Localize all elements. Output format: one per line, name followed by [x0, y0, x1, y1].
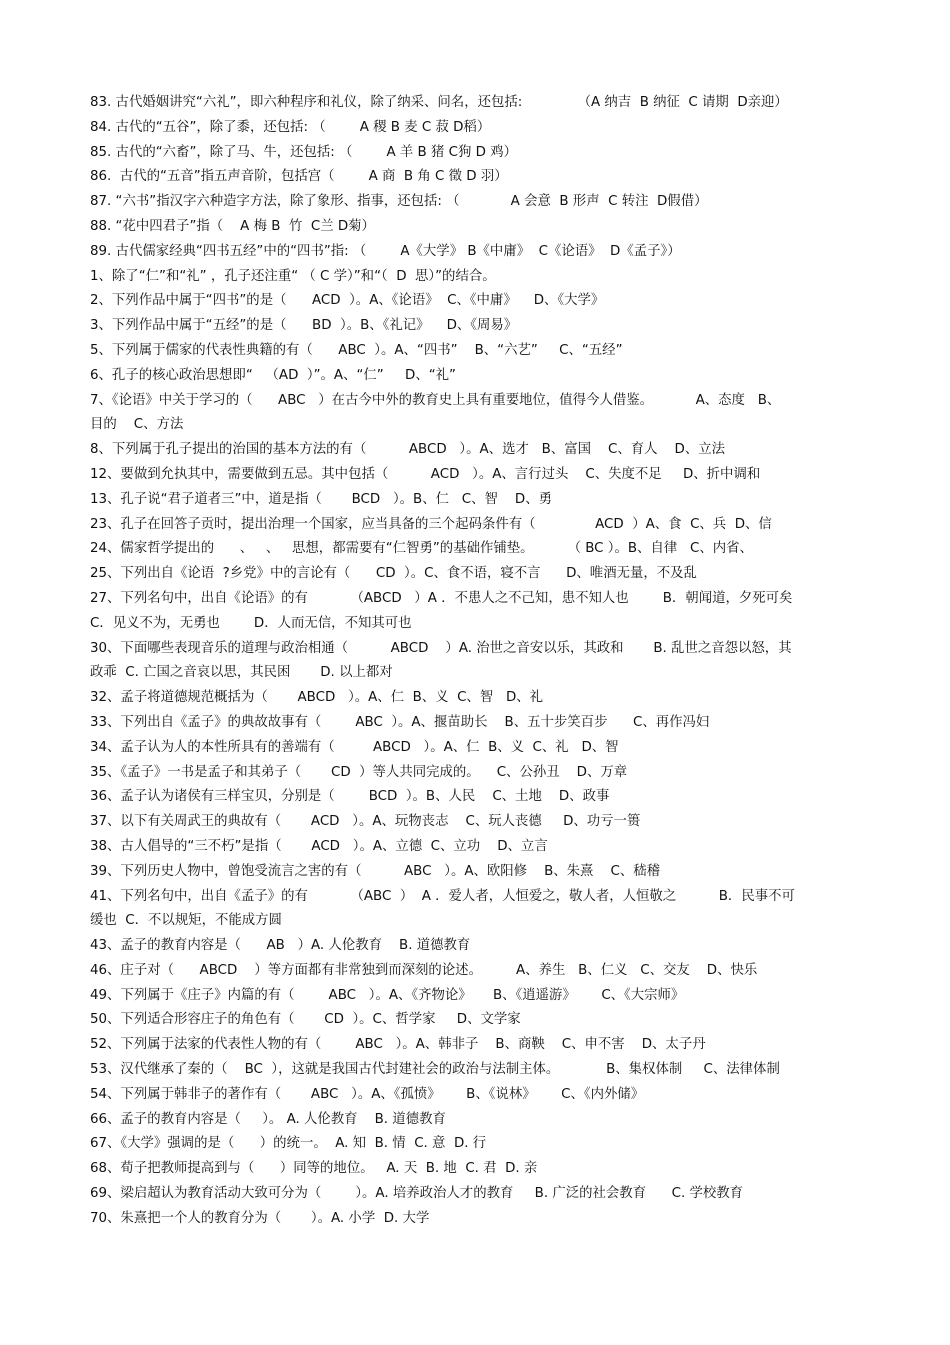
question-line: 83. 古代婚姻讲究“六礼”，即六种程序和礼仪，除了纳采、问名，还包括: （A 纳吉 B 纳征 C 请期 D亲迎） — [90, 95, 788, 110]
question-line: 85. 古代的“六畜”，除了马、牛，还包括: （ A 羊 B 猪 C狗 D 鸡） — [90, 144, 517, 160]
question-line: 2、下列作品中属于“四书”的是（ ACD ）。A、《论语》 C、《中庸》 D、《大学》 — [90, 293, 605, 309]
question-line: 87. “六书”指汉字六种造字方法，除了象形、指事，还包括: （ A 会意 B 形声 C 转注 D假借） — [90, 194, 708, 210]
question-line: 53、汉代继承了秦的（ BC ），这就是我国古代封建社会的政治与法制主体。 B、集权体制 C、法律体制 — [90, 1062, 780, 1078]
question-line: 33、下列出自《孟子》的典故故事有（ ABC ）。A、揠苗助长 B、五十步笑百步 C、再作冯妇 — [90, 714, 710, 730]
question-line: 32、孟子将道德规范概括为（ ABCD ）。A、仁 B、义 C、智 D、礼 — [90, 690, 544, 706]
question-line: 43、孟子的教育内容是（ AB ）A. 人伦教育 B. 道德教育 — [90, 938, 471, 954]
question-line: 7、《论语》中关于学习的（ ABC ）在古今中外的教育史上具有重要地位，值得今人借鉴。 A、态度 B、 — [90, 392, 781, 408]
question-line: 6、孔子的核心政治思想即“ （AD ）”。A、“仁” D、“礼” — [90, 367, 456, 383]
question-line: 70、朱熹把一个人的教育分为（ ）。A. 小学 D. 大学 — [90, 1210, 430, 1226]
question-line: 68、荀子把教师提高到与（ ）同等的地位。 A. 天 B. 地 C. 君 D. 亲 — [90, 1161, 538, 1177]
question-line: 25、下列出自《论语 ?乡党》中的言论有（ CD ）。C、食不语，寝不言 D、唯酒无量，不及乱 — [90, 566, 697, 582]
question-line: 46、庄子对（ ABCD ）等方面都有非常独到而深刻的论述。 A、养生 B、仁义 C、交友 D、快乐 — [90, 962, 758, 978]
question-line: 86. 古代的“五音”指五声音阶，包括宫（ A 商 B 角 C 徵 D 羽） — [90, 169, 508, 185]
question-line: 3、下列作品中属于“五经”的是（ BD ）。B、《礼记》 D、《周易》 — [90, 318, 518, 334]
question-line: C．见义不为，无勇也 D．人而无信，不知其可也 — [90, 615, 412, 631]
question-line: 52、下列属于法家的代表性人物的有（ ABC ）。A、韩非子 B、商鞅 C、申不害 D、太子丹 — [90, 1037, 706, 1053]
question-list — [90, 91, 865, 1232]
question-line: 13、孔子说“君子道者三”中，道是指（ BCD ）。B、仁 C、智 D、勇 — [90, 491, 553, 507]
question-line: 36、孟子认为诸侯有三样宝贝，分别是（ BCD ）。B、人民 C、土地 D、政事 — [90, 789, 610, 805]
question-line: 50、下列适合形容庄子的角色有（ CD ）。C、哲学家 D、文学家 — [90, 1012, 521, 1028]
question-line: 24、儒家哲学提出的 、 、 思想，都需要有“仁智勇”的基础作铺垫。 （ BC ）。B、自律 C、内省、 — [90, 541, 753, 557]
question-line: 34、孟子认为人的本性所具有的善端有（ ABCD ）。A、仁 B、义 C、礼 D、智 — [90, 739, 619, 755]
question-line: 54、下列属于韩非子的著作有（ ABC ）。A、《孤愤》 B、《说林》 C、《内外储》 — [90, 1086, 645, 1102]
question-line: 5、下列属于儒家的代表性典籍的有（ ABC ）。A、“四书” B、“六艺” C、“五经” — [90, 342, 623, 358]
question-line: 目的 C、方法 — [90, 417, 184, 433]
question-line: 66、孟子的教育内容是（ ）。 A. 人伦教育 B. 道德教育 — [90, 1111, 446, 1127]
question-line: 41、下列名句中，出自《孟子》的有 （ABC ） A ．爱人者，人恒爱之，敬人者，人恒敬之 B．民事不可 — [90, 888, 795, 904]
question-line: 49、下列属于《庄子》内篇的有（ ABC ）。A、《齐物论》 B、《逍遥游》 C、《大宗师》 — [90, 987, 685, 1003]
question-line: 37、以下有关周武王的典故有（ ACD ）。A、玩物丧志 C、玩人丧德 D、功亏一篑 — [90, 814, 641, 830]
question-line: 39、下列历史人物中，曾饱受流言之害的有（ ABC ）。A、欧阳修 B、朱熹 C、嵇稽 — [90, 863, 660, 879]
question-line: 23、孔子在回答子贡时，提出治理一个国家，应当具备的三个起码条件有（ ACD ）A、食 C、兵 D、信 — [90, 516, 772, 532]
question-line: 35、《孟子》一书是孟子和其弟子（ CD ）等人共同完成的。 C、公孙丑 D、万章 — [90, 764, 628, 780]
question-line: 27、下列名句中，出自《论语》的有 （ABCD ）A ．不患人之不己知，患不知人也 B．朝闻道，夕死可矣 — [90, 590, 793, 606]
question-line: 30、下面哪些表现音乐的道理与政治相通（ ABCD ）A. 治世之音安以乐，其政和 B. 乱世之音怨以怒，其 — [90, 640, 792, 656]
question-line: 政乖 C. 亡国之音哀以思，其民困 D. 以上都对 — [90, 665, 393, 681]
question-line: 84. 古代的“五谷”，除了黍，还包括: （ A 稷 B 麦 C 菽 D稻） — [90, 119, 491, 135]
question-line: 8、下列属于孔子提出的治国的基本方法的有（ ABCD ）。A、选才 B、富国 C、育人 D、立法 — [90, 442, 726, 458]
question-line: 1、除了“仁”和“礼” ，孔子还注重“ （ C 学）”和“（ D 思）”的结合。 — [90, 268, 496, 284]
question-line: 12、要做到允执其中，需要做到五忌。其中包括（ ACD ）。A、言行过头 C、失度不足 D、折中调和 — [90, 466, 761, 482]
question-line: 88. “花中四君子”指（ A 梅 B 竹 C兰 D菊） — [90, 218, 375, 234]
question-line: 67、《大学》强调的是（ ）的统一。 A. 知 B. 情 C. 意 D. 行 — [90, 1136, 487, 1152]
question-line: 89. 古代儒家经典“四书五经”中的“四书”指: （ A《大学》 B《中庸》 C《论语》 D《孟子》） — [90, 243, 681, 259]
question-line: 69、梁启超认为教育活动大致可分为（ ）。A. 培养政治人才的教育 B. 广泛的社会教育 C. 学校教育 — [90, 1186, 744, 1202]
question-line: 缓也 C．不以规矩，不能成方圆 — [90, 913, 282, 929]
question-line: 38、古人倡导的“三不朽”是指（ ACD ）。A、立德 C、立功 D、立言 — [90, 838, 548, 854]
